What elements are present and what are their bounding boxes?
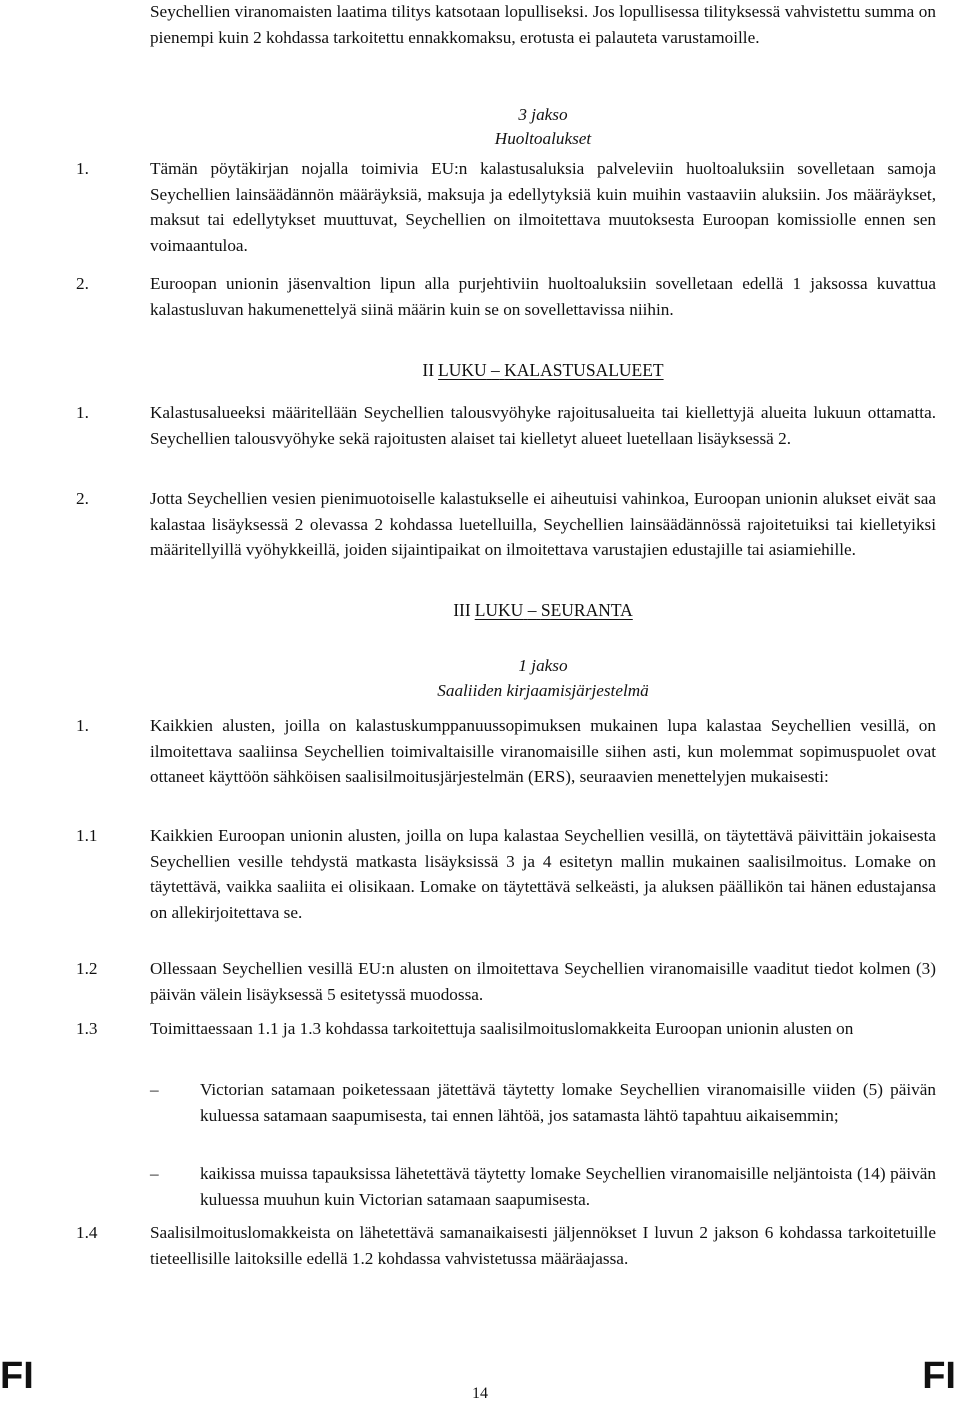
list-item	[76, 1016, 936, 1042]
list-item	[76, 713, 936, 790]
bullet-text: kaikissa muissa tapauksissa lähetettävä täytetty lomake Seychellien viranomaisille neljäntoista (14) päivän kuluessa muuhun kuin Victorian satamaan saapumisesta.	[200, 1164, 936, 1209]
item-number: 2.	[76, 274, 89, 293]
list-item	[76, 1220, 936, 1271]
item-text: Ollessaan Seychellien vesillä EU:n alusten on ilmoitettava Seychellien viranomaisille vaaditut tiedot kolmen (3) päivän välein lisäyksessä 5 esitetyssä muodossa.	[150, 959, 936, 1004]
item-number: 2.	[76, 489, 89, 508]
list-item	[76, 156, 936, 258]
item-number: 1.	[76, 159, 89, 178]
bullet-text: Victorian satamaan poiketessaan jätettävä täytetty lomake Seychellien viranomaisille viiden (5) päivän kuluessa satamaan saapumisesta, tai ennen lähtöä, jos satamasta lähtö tapahtuu aikaisemmin;	[200, 1080, 936, 1125]
item-text: Kaikkien alusten, joilla on kalastuskumppanuussopimuksen mukainen lupa kalastaa Seychellien vesillä, on ilmoitettava saaliinsa Seychellien toimivaltaisille viranomaisille siihen asti, kun molemmat sopimuspuolet ovat ottaneet käyttöön sähköisen saalisilmoitusjärjestelmän (ERS), seuraavien menettelyjen mukaisesti:	[150, 716, 936, 786]
item-number: 1.1	[76, 826, 98, 845]
item-text: Tämän pöytäkirjan nojalla toimivia EU:n kalastusaluksia palveleviin huoltoaluksiin sovelletaan samoja Seychellien lainsäädännön määräyksiä, maksuja ja edellytyksiä kuin muihin vastaaviin aluksiin. Jos määräykset, maksut tai edellytykset muuttuvat, Seychellien on ilmoitettava muutoksesta Euroopan komissiolle ennen sen voimaantuloa.	[150, 159, 936, 255]
list-item	[76, 956, 936, 1007]
item-text: Toimittaessaan 1.1 ja 1.3 kohdassa tarkoitettuja saalisilmoituslomakkeita Euroopan unionin alusten on	[150, 1019, 854, 1038]
dash-bullet: –	[150, 1164, 159, 1183]
section-subheading: Saaliiden kirjaamisjärjestelmä	[437, 681, 649, 700]
bullet-item	[150, 1077, 936, 1128]
item-number: 1.	[76, 403, 89, 422]
list-item	[76, 400, 936, 451]
page-number: 14	[472, 1385, 488, 1402]
top-paragraph: Seychellien viranomaisten laatima tilitys katsotaan lopulliseksi. Jos lopullisessa tilityksessä vahvistettu summa on pienempi kuin 2 kohdassa tarkoitettu ennakkomaksu, erotusta ei palauteta varustamoille.	[150, 2, 936, 47]
dash-bullet: –	[150, 1080, 159, 1099]
section-subheading: Huoltoalukset	[494, 129, 592, 148]
item-text: Saalisilmoituslomakkeista on lähetettävä samanaikaisesti jäljennökset I luvun 2 jakson 6 kohdassa tarkoitetuille tieteellisille laitoksille edellä 1.2 kohdassa vahvistetussa määräajassa.	[150, 1223, 936, 1268]
footer-language-right: FI	[922, 1355, 956, 1397]
item-text: Kalastusalueeksi määritellään Seychellien talousvyöhyke rajoitusalueita tai kiellettyjä alueita lukuun ottamatta. Seychellien talousvyöhyke sekä rajoitusten alaiset tai kielletyt alueet luetellaan lisäyksessä 2.	[150, 403, 936, 448]
chapter-heading: III LUKU – SEURANTA	[453, 600, 633, 620]
item-text: Jotta Seychellien vesien pienimuotoiselle kalastukselle ei aiheutuisi vahinkoa, Euroopan unionin alukset eivät saa kalastaa lisäyksessä 2 olevassa 2 kohdassa luetelluilla, Seychellien lainsäädännössä rajoitetuiksi tai kielletyiksi määritellyillä vyöhykkeillä, joiden sijaintipaikat on ilmoitettava varustajien edustajille tai asiamiehille.	[150, 489, 936, 559]
section-heading: 3 jakso	[518, 105, 568, 124]
item-text: Euroopan unionin jäsenvaltion lipun alla purjehtiviin huoltoaluksiin sovelletaan edellä 1 jaksossa kuvattua kalastusluvan hakumenettelyä siinä määrin kuin se on sovellettavissa niihin.	[150, 274, 936, 319]
item-number: 1.4	[76, 1223, 98, 1242]
bullet-item	[150, 1161, 936, 1212]
item-text: Kaikkien Euroopan unionin alusten, joilla on lupa kalastaa Seychellien vesillä, on täytettävä päivittäin jokaisesta Seychellien vesille tehdystä matkasta lisäyksissä 3 ja 4 esitetyn mallin mukainen saalisilmoitus. Lomake on täytettävä, vaikka saaliita ei olisikaan. Lomake on täytettävä selkeästi, ja aluksen päällikön tai hänen edustajansa on allekirjoitettava se.	[150, 826, 936, 922]
footer-language-left: FI	[0, 1355, 34, 1397]
chapter-heading: II LUKU – KALASTUSALUEET	[422, 360, 664, 380]
item-number: 1.3	[76, 1019, 98, 1038]
list-item	[76, 823, 936, 925]
list-item	[76, 271, 936, 322]
item-number: 1.	[76, 716, 89, 735]
section-heading: 1 jakso	[518, 656, 568, 675]
list-item	[76, 486, 936, 563]
item-number: 1.2	[76, 959, 98, 978]
